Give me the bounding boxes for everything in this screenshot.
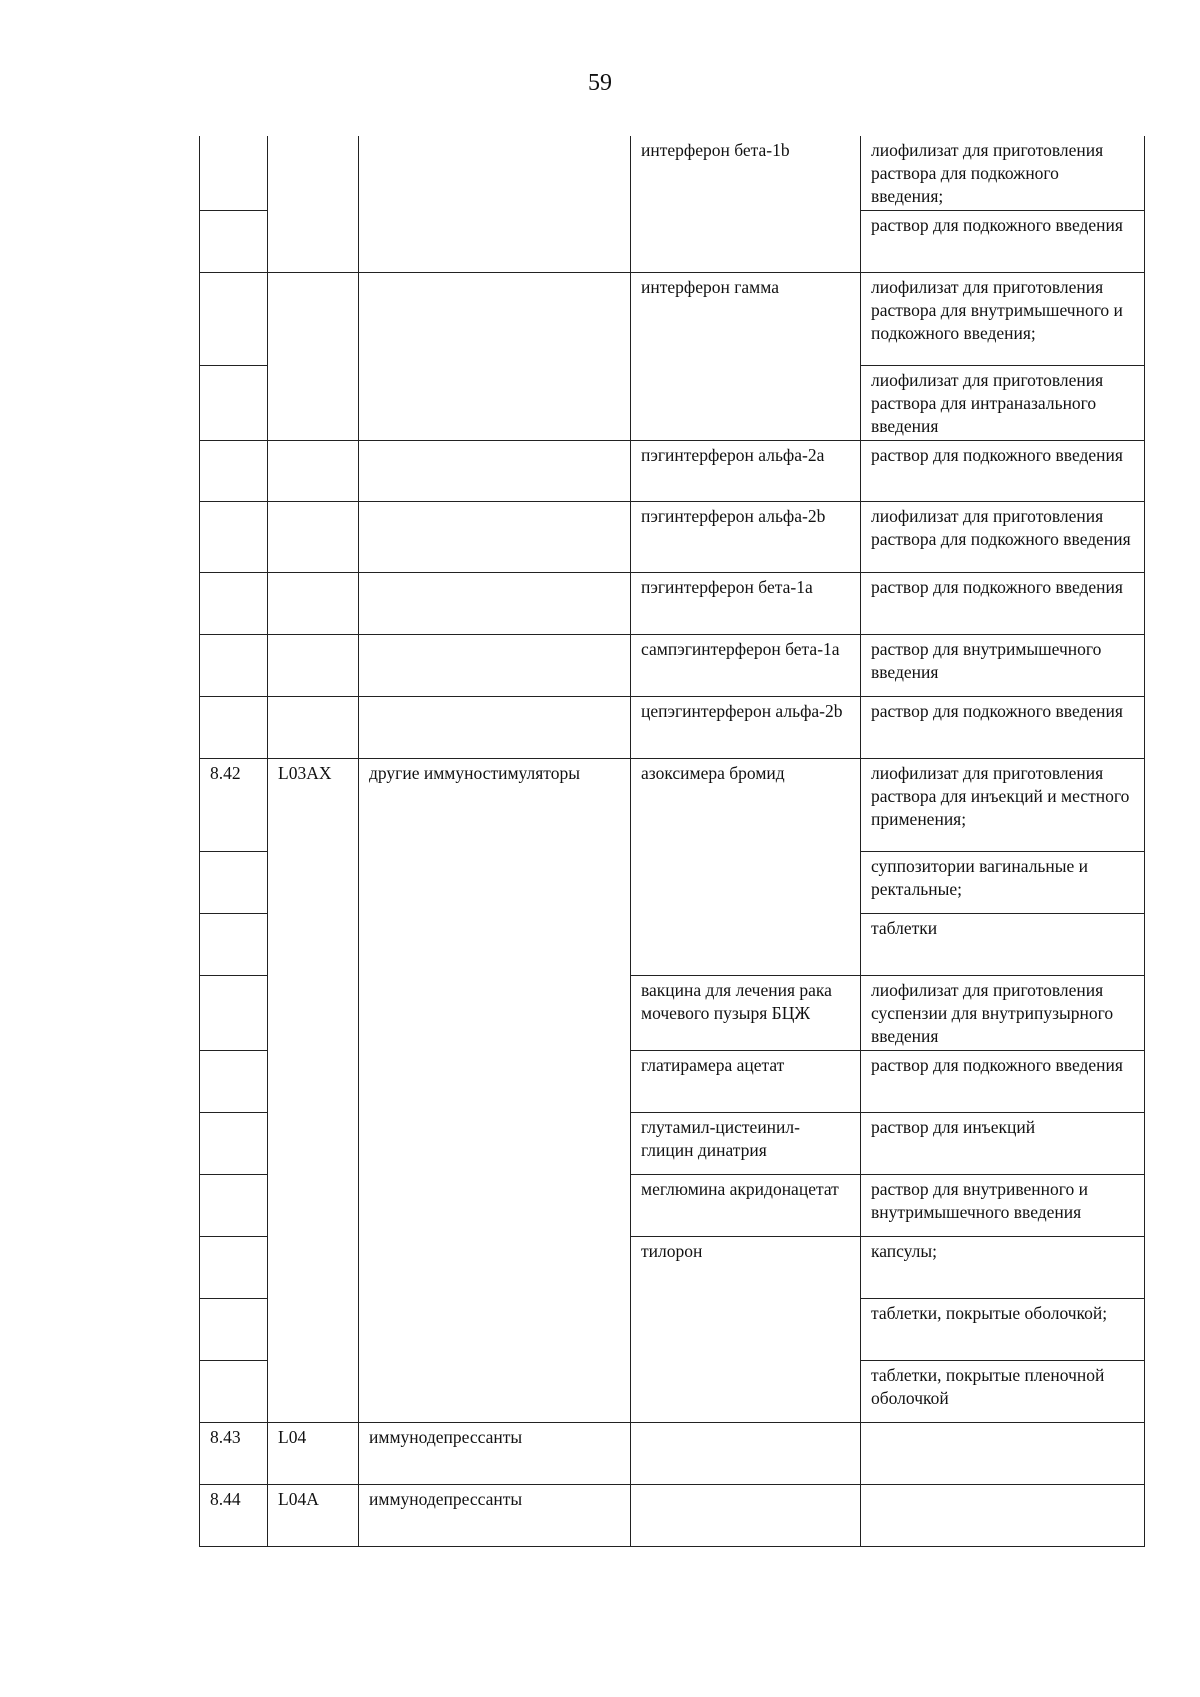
dosage-form-cell: лиофилизат для приготовления раствора для инъекций и местного применения;: [861, 759, 1145, 852]
dosage-form-cell: раствор для подкожного введения: [861, 573, 1145, 635]
drug-name-cell: глутамил-цистеинил-глицин динатрия: [631, 1113, 861, 1175]
row-number-cell: [200, 211, 268, 273]
drug-name-cell: интерферон бета-1b: [631, 136, 861, 273]
table-row: [200, 759, 1145, 852]
group-cell: [359, 697, 631, 759]
drug-name-cell: цепэгинтерферон альфа-2b: [631, 697, 861, 759]
drug-name-cell: азоксимера бромид: [631, 759, 861, 976]
dosage-form-cell: раствор для подкожного введения: [861, 211, 1145, 273]
table-row: [200, 441, 1145, 502]
row-number-cell: [200, 914, 268, 976]
group-cell: иммунодепрессанты: [359, 1485, 631, 1547]
row-number-cell: [200, 852, 268, 914]
row-number-cell: [200, 136, 268, 211]
row-number-cell: [200, 441, 268, 502]
dosage-form-cell: лиофилизат для приготовления раствора для подкожного введения: [861, 502, 1145, 573]
group-cell: [359, 573, 631, 635]
row-number-cell: [200, 273, 268, 366]
dosage-form-cell: лиофилизат для приготовления раствора для внутримышечного и подкожного введения;: [861, 273, 1145, 366]
group-cell: [359, 635, 631, 697]
table-row: [200, 273, 1145, 366]
row-number-cell: 8.43: [200, 1423, 268, 1485]
table-row: [200, 1423, 1145, 1485]
table-row: [200, 1485, 1145, 1547]
code-cell: [268, 502, 359, 573]
group-cell: [359, 136, 631, 273]
code-cell: L04: [268, 1423, 359, 1485]
code-cell: L03AX: [268, 759, 359, 1423]
drug-name-cell: [631, 1423, 861, 1485]
dosage-form-cell: [861, 1485, 1145, 1547]
table-row: [200, 136, 1145, 211]
drug-name-cell: тилорон: [631, 1237, 861, 1423]
row-number-cell: [200, 1237, 268, 1299]
code-cell: [268, 573, 359, 635]
dosage-form-cell: таблетки: [861, 914, 1145, 976]
group-cell: [359, 441, 631, 502]
dosage-form-cell: таблетки, покрытые оболочкой;: [861, 1299, 1145, 1361]
dosage-form-cell: лиофилизат для приготовления суспензии для внутрипузырного введения: [861, 976, 1145, 1051]
dosage-form-cell: раствор для инъекций: [861, 1113, 1145, 1175]
group-cell: [359, 273, 631, 441]
row-number-cell: 8.44: [200, 1485, 268, 1547]
table-row: [200, 573, 1145, 635]
code-cell: [268, 136, 359, 273]
dosage-form-cell: лиофилизат для приготовления раствора для подкожного введения;: [861, 136, 1145, 211]
row-number-cell: [200, 1175, 268, 1237]
dosage-form-cell: раствор для подкожного введения: [861, 697, 1145, 759]
dosage-form-cell: суппозитории вагинальные и ректальные;: [861, 852, 1145, 914]
group-cell: [359, 502, 631, 573]
drug-name-cell: пэгинтерферон альфа-2b: [631, 502, 861, 573]
row-number-cell: 8.42: [200, 759, 268, 852]
page-number: 59: [588, 70, 612, 96]
dosage-form-cell: раствор для внутривенного и внутримышечного введения: [861, 1175, 1145, 1237]
drug-name-cell: вакцина для лечения рака мочевого пузыря БЦЖ: [631, 976, 861, 1051]
code-cell: L04A: [268, 1485, 359, 1547]
dosage-form-cell: раствор для подкожного введения: [861, 441, 1145, 502]
group-cell: иммунодепрессанты: [359, 1423, 631, 1485]
row-number-cell: [200, 502, 268, 573]
dosage-form-cell: раствор для внутримышечного введения: [861, 635, 1145, 697]
code-cell: [268, 273, 359, 441]
drug-name-cell: пэгинтерферон бета-1a: [631, 573, 861, 635]
drug-name-cell: сампэгинтерферон бета-1a: [631, 635, 861, 697]
dosage-form-cell: таблетки, покрытые пленочной оболочкой: [861, 1361, 1145, 1423]
drug-table: [199, 136, 1145, 1547]
drug-name-cell: меглюмина акридонацетат: [631, 1175, 861, 1237]
table-row: [200, 635, 1145, 697]
table-row: [200, 502, 1145, 573]
dosage-form-cell: [861, 1423, 1145, 1485]
row-number-cell: [200, 1051, 268, 1113]
dosage-form-cell: капсулы;: [861, 1237, 1145, 1299]
drug-name-cell: пэгинтерферон альфа-2a: [631, 441, 861, 502]
row-number-cell: [200, 1361, 268, 1423]
code-cell: [268, 697, 359, 759]
row-number-cell: [200, 976, 268, 1051]
dosage-form-cell: лиофилизат для приготовления раствора для интраназального введения: [861, 366, 1145, 441]
group-cell: другие иммуностимуляторы: [359, 759, 631, 1423]
dosage-form-cell: раствор для подкожного введения: [861, 1051, 1145, 1113]
row-number-cell: [200, 1299, 268, 1361]
row-number-cell: [200, 573, 268, 635]
code-cell: [268, 441, 359, 502]
row-number-cell: [200, 697, 268, 759]
row-number-cell: [200, 635, 268, 697]
drug-name-cell: [631, 1485, 861, 1547]
drug-name-cell: интерферон гамма: [631, 273, 861, 441]
code-cell: [268, 635, 359, 697]
row-number-cell: [200, 1113, 268, 1175]
row-number-cell: [200, 366, 268, 441]
table-row: [200, 697, 1145, 759]
drug-name-cell: глатирамера ацетат: [631, 1051, 861, 1113]
